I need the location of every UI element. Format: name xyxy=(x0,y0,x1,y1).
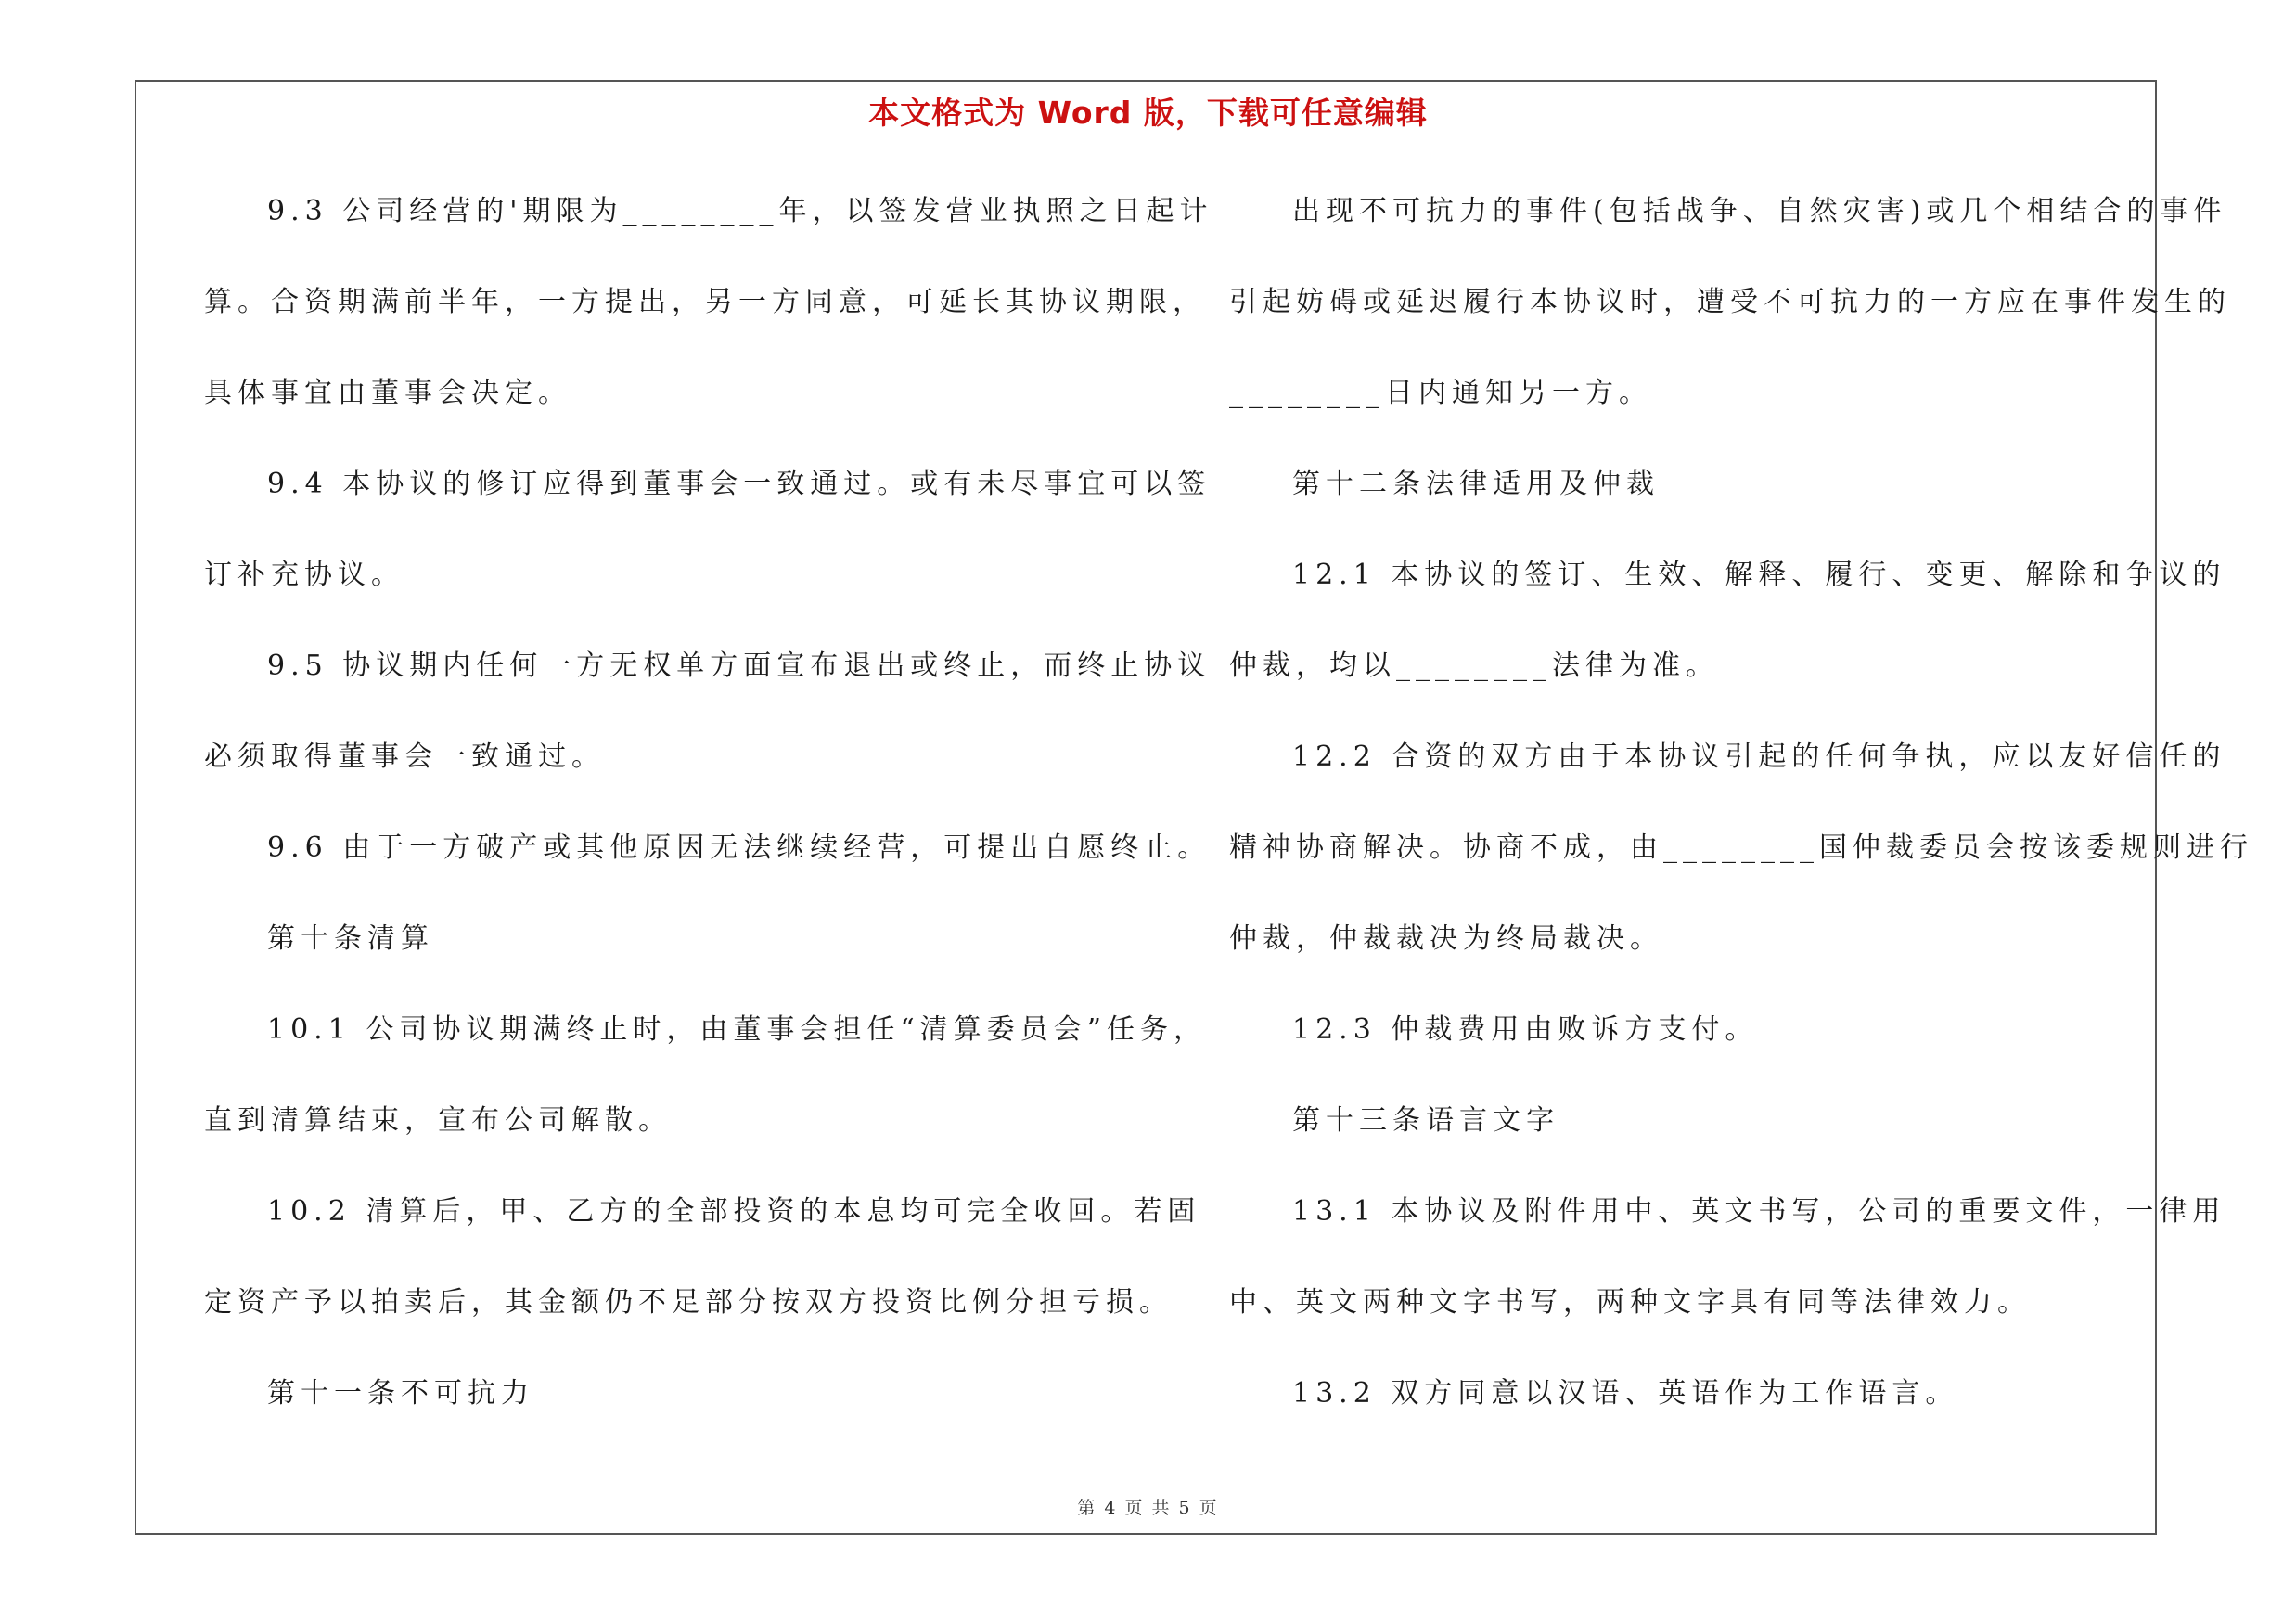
document-line: 引起妨碍或延迟履行本协议时，遭受不可抗力的一方应在事件发生的 xyxy=(1229,286,2231,318)
document-line: 第十一条不可抗力 xyxy=(267,1377,534,1410)
format-banner: 本文格式为 Word 版，下载可任意编辑 xyxy=(868,95,1428,131)
document-line: 必须取得董事会一致通过。 xyxy=(204,741,605,773)
document-line: 10.2 清算后，甲、乙方的全部投资的本息均可完全收回。若固 xyxy=(267,1195,1201,1228)
document-line: 13.2 双方同意以汉语、英语作为工作语言。 xyxy=(1292,1377,1959,1410)
document-line: 中、英文两种文字书写，两种文字具有同等法律效力。 xyxy=(1229,1286,2031,1319)
document-line: 第十二条法律适用及仲裁 xyxy=(1292,468,1660,500)
document-line: 13.1 本协议及附件用中、英文书写，公司的重要文件，一律用 xyxy=(1292,1195,2226,1228)
document-line: 出现不可抗力的事件(包括战争、自然灾害)或几个相结合的事件 xyxy=(1292,195,2227,227)
right-column xyxy=(1229,184,2253,1457)
document-line: 具体事宜由董事会决定。 xyxy=(204,377,571,409)
document-line: 12.3 仲裁费用由败诉方支付。 xyxy=(1292,1013,1759,1046)
document-line: 仲裁，仲裁裁决为终局裁决。 xyxy=(1229,922,1663,955)
document-line: 定资产予以拍卖后，其金额仍不足部分按双方投资比例分担亏损。 xyxy=(204,1286,1173,1319)
document-line: ________日内通知另一方。 xyxy=(1229,377,1652,409)
document-line: 9.4 本协议的修订应得到董事会一致通过。或有未尽事宜可以签 xyxy=(267,468,1212,500)
document-line: 精神协商解决。协商不成，由________国仲裁委员会按该委规则进行 xyxy=(1229,831,2253,864)
document-line: 第十条清算 xyxy=(267,922,434,955)
document-line: 仲裁，均以________法律为准。 xyxy=(1229,650,1719,682)
document-line: 10.1 公司协议期满终止时，由董事会担任“清算委员会”任务， xyxy=(267,1013,1208,1046)
document-line: 第十三条语言文字 xyxy=(1292,1104,1559,1137)
document-line: 9.3 公司经营的'期限为________年，以签发营业执照之日起计 xyxy=(267,195,1213,227)
document-line: 订补充协议。 xyxy=(204,559,404,591)
page-footer: 第 4 页 共 5 页 xyxy=(1077,1498,1219,1518)
document-line: 9.5 协议期内任何一方无权单方面宣布退出或终止，而终止协议 xyxy=(267,650,1212,682)
document-line: 9.6 由于一方破产或其他原因无法继续经营，可提出自愿终止。 xyxy=(267,831,1212,864)
document-line: 直到清算结束，宣布公司解散。 xyxy=(204,1104,672,1137)
left-column xyxy=(204,184,1213,1457)
document-line: 12.1 本协议的签订、生效、解释、履行、变更、解除和争议的 xyxy=(1292,559,2226,591)
document-line: 算。合资期满前半年，一方提出，另一方同意，可延长其协议期限， xyxy=(204,286,1206,318)
document-line: 12.2 合资的双方由于本协议引起的任何争执，应以友好信任的 xyxy=(1292,741,2226,773)
